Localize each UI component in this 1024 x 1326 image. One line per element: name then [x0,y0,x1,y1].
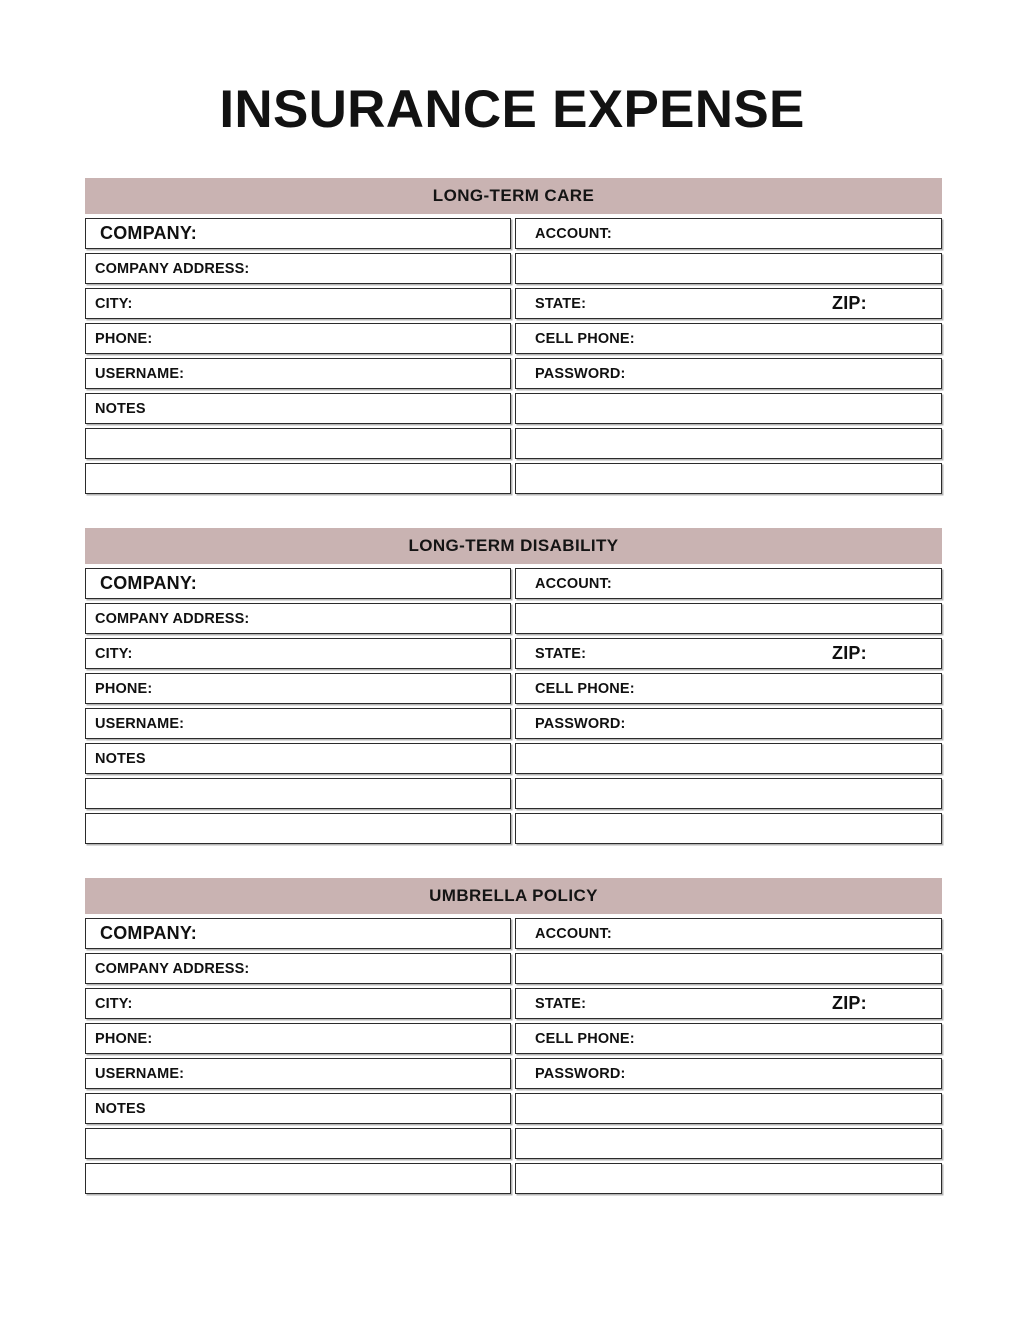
field-label-secondary: ZIP: [832,293,867,313]
form-field-right[interactable] [515,638,942,669]
form-field-right[interactable] [515,918,942,949]
form-row [85,218,942,249]
field-label: STATE: [535,995,587,1012]
form-sections [85,178,942,1194]
field-label: COMPANY: [100,573,197,593]
field-label: PHONE: [95,680,153,697]
form-field-right[interactable] [515,1058,942,1089]
form-field-left[interactable] [85,743,511,774]
form-field-right[interactable] [515,218,942,249]
form-row [85,918,942,949]
form-field-left[interactable] [85,358,511,389]
form-field-left[interactable] [85,673,511,704]
form-field-left[interactable] [85,323,511,354]
field-label: COMPANY: [100,223,197,243]
form-field-left[interactable] [85,428,511,459]
form-field-right[interactable] [515,288,942,319]
form-field-left[interactable] [85,988,511,1019]
field-label: CELL PHONE: [535,680,635,697]
field-label: NOTES [95,750,146,767]
form-row [85,603,942,634]
form-field-right[interactable] [515,708,942,739]
field-label: CITY: [95,645,133,662]
field-label: PASSWORD: [535,365,626,382]
section-banner: LONG-TERM CARE [85,178,942,214]
form-field-right[interactable] [515,778,942,809]
form-row [85,638,942,669]
field-label: USERNAME: [95,1065,185,1082]
form-field-left[interactable] [85,393,511,424]
field-label: USERNAME: [95,715,185,732]
form-row [85,323,942,354]
form-field-left[interactable] [85,568,511,599]
form-field-right[interactable] [515,743,942,774]
section-banner: UMBRELLA POLICY [85,878,942,914]
form-section [85,528,942,844]
form-field-left[interactable] [85,918,511,949]
form-row [85,778,942,809]
field-label: USERNAME: [95,365,185,382]
form-field-left[interactable] [85,253,511,284]
form-field-right[interactable] [515,1093,942,1124]
form-row [85,708,942,739]
form-field-right[interactable] [515,1023,942,1054]
form-row [85,358,942,389]
form-field-left[interactable] [85,1023,511,1054]
field-label: NOTES [95,400,146,417]
form-field-right[interactable] [515,673,942,704]
form-row [85,1093,942,1124]
field-label: NOTES [95,1100,146,1117]
form-field-left[interactable] [85,288,511,319]
field-label: PASSWORD: [535,715,626,732]
field-label: CELL PHONE: [535,1030,635,1047]
form-field-right[interactable] [515,393,942,424]
section-banner: LONG-TERM DISABILITY [85,528,942,564]
form-row [85,288,942,319]
form-row [85,463,942,494]
form-section [85,878,942,1194]
form-field-right[interactable] [515,1163,942,1194]
form-row [85,673,942,704]
form-field-left[interactable] [85,1163,511,1194]
field-label: COMPANY: [100,923,197,943]
field-label: ACCOUNT: [535,225,612,242]
form-row [85,253,942,284]
field-label: PASSWORD: [535,1065,626,1082]
field-label-secondary: ZIP: [832,643,867,663]
field-label-secondary: ZIP: [832,993,867,1013]
form-row [85,953,942,984]
field-label: STATE: [535,645,587,662]
field-label: COMPANY ADDRESS: [95,960,250,977]
form-row [85,393,942,424]
field-label: PHONE: [95,1030,153,1047]
form-field-left[interactable] [85,1093,511,1124]
field-label: COMPANY ADDRESS: [95,260,250,277]
form-field-left[interactable] [85,218,511,249]
form-field-left[interactable] [85,1128,511,1159]
field-label: CITY: [95,995,133,1012]
form-field-right[interactable] [515,568,942,599]
form-field-left[interactable] [85,708,511,739]
form-field-left[interactable] [85,638,511,669]
form-field-left[interactable] [85,813,511,844]
form-field-right[interactable] [515,1128,942,1159]
form-field-left[interactable] [85,463,511,494]
field-label: PHONE: [95,330,153,347]
field-label: CELL PHONE: [535,330,635,347]
form-row [85,988,942,1019]
form-field-left[interactable] [85,1058,511,1089]
form-field-right[interactable] [515,428,942,459]
form-field-right[interactable] [515,253,942,284]
field-label: ACCOUNT: [535,925,612,942]
field-label: CITY: [95,295,133,312]
form-field-right[interactable] [515,603,942,634]
form-row [85,813,942,844]
form-field-left[interactable] [85,778,511,809]
form-row [85,1163,942,1194]
form-field-right[interactable] [515,323,942,354]
field-label: STATE: [535,295,587,312]
form-field-right[interactable] [515,463,942,494]
field-label: ACCOUNT: [535,575,612,592]
form-field-left[interactable] [85,953,511,984]
form-row [85,568,942,599]
form-field-right[interactable] [515,953,942,984]
form-row [85,428,942,459]
form-row [85,743,942,774]
form-field-right[interactable] [515,813,942,844]
page-title: INSURANCE EXPENSE [219,80,805,139]
form-row [85,1058,942,1089]
field-label: COMPANY ADDRESS: [95,610,250,627]
form-row [85,1023,942,1054]
form-field-right[interactable] [515,358,942,389]
form-field-right[interactable] [515,988,942,1019]
form-section [85,178,942,494]
form-row [85,1128,942,1159]
form-field-left[interactable] [85,603,511,634]
